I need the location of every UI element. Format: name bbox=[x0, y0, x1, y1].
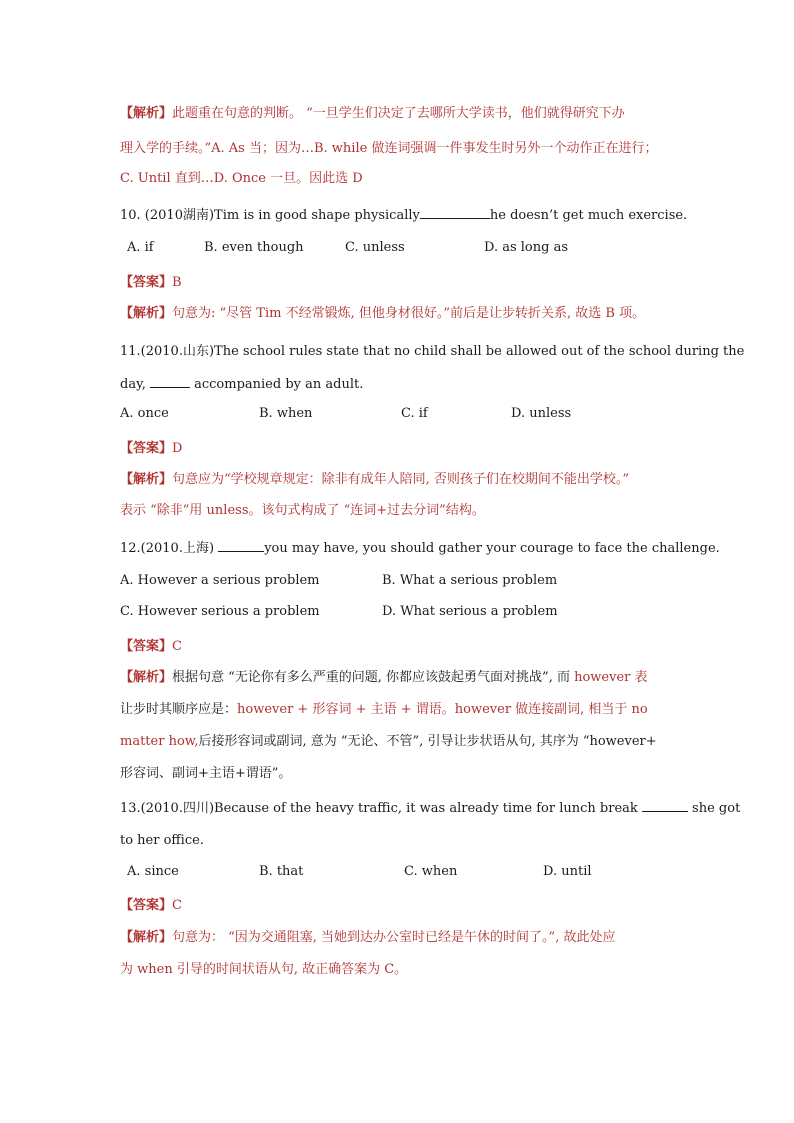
q12-option-d: D. What serious a problem bbox=[382, 604, 558, 619]
q11-answer: 【答案】D bbox=[120, 441, 183, 456]
answer-blank bbox=[218, 539, 264, 552]
q12-explain-line-2: 让步时其顺序应是：however + 形容词 + 主语 + 谓语。however 做连接副词, 相当于 no bbox=[120, 702, 648, 717]
q11-option-c: C. if bbox=[401, 406, 428, 421]
q9-explain-line-3: C. Until 直到…D. Once 一旦。因此选 D bbox=[120, 171, 363, 186]
q11-stem-line-1: 11.(2010.山东)The school rules state that no child shall be allowed out of the school during the bbox=[120, 344, 745, 359]
q12-option-a: A. However a serious problem bbox=[120, 573, 320, 588]
answer-blank bbox=[420, 206, 490, 219]
q12-explain-line-4: 形容词、副词+主语+谓语”。 bbox=[120, 766, 292, 781]
q13-option-a: A. since bbox=[127, 864, 179, 879]
q12-answer: 【答案】C bbox=[120, 639, 182, 654]
q10-option-c: C. unless bbox=[345, 240, 405, 255]
q12-stem: 12.(2010.上海) you may have, you should gather your courage to face the challenge. bbox=[120, 541, 720, 556]
q12-explain-line-1: 【解析】根据句意 “无论你有多么严重的问题, 你都应该鼓起勇气面对挑战”, 而 however 表 bbox=[120, 670, 648, 685]
q12-explain-line-3: matter how,后接形容词或副词, 意为 “无论、不管”, 引导让步状语从句, 其序为 “however+ bbox=[120, 734, 657, 749]
q13-option-d: D. until bbox=[543, 864, 592, 879]
q13-stem-line-1: 13.(2010.四川)Because of the heavy traffic, it was already time for lunch break she got bbox=[120, 801, 741, 816]
q11-option-a: A. once bbox=[120, 406, 169, 421]
q10-answer: 【答案】B bbox=[120, 275, 182, 290]
q10-option-d: D. as long as bbox=[484, 240, 569, 255]
explain-tag: 【解析】 bbox=[120, 106, 173, 121]
q10-option-b: B. even though bbox=[204, 240, 304, 255]
answer-blank bbox=[150, 375, 190, 388]
q10-stem: 10. (2010湖南)Tim is in good shape physically he doesn’t get much exercise. bbox=[120, 208, 688, 223]
q10-option-a: A. if bbox=[127, 240, 154, 255]
q13-option-c: C. when bbox=[404, 864, 458, 879]
q11-explain-line-1: 【解析】句意应为“学校规章规定：除非有成年人陪同, 否则孩子们在校期间不能出学校。” bbox=[120, 472, 630, 487]
answer-blank bbox=[642, 799, 688, 812]
q12-option-c: C. However serious a problem bbox=[120, 604, 320, 619]
q13-option-b: B. that bbox=[259, 864, 304, 879]
q13-answer: 【答案】C bbox=[120, 898, 182, 913]
q11-option-b: B. when bbox=[259, 406, 313, 421]
q12-option-b: B. What a serious problem bbox=[382, 573, 558, 588]
q13-stem-line-2: to her office. bbox=[120, 833, 204, 848]
q13-explain-line-2: 为 when 引导的时间状语从句, 故正确答案为 C。 bbox=[120, 962, 408, 977]
q11-explain-line-2: 表示 “除非”用 unless。该句式构成了 “连词+过去分词”结构。 bbox=[120, 503, 485, 518]
q11-option-d: D. unless bbox=[511, 406, 572, 421]
q9-explain-line-1: 【解析】此题重在句意的判断。 “一旦学生们决定了去哪所大学读书，他们就得研究下办 bbox=[120, 106, 625, 121]
q9-explain-line-2: 理入学的手续。”A. As 当；因为…B. while 做连词强调一件事发生时另外一个动作正在进行； bbox=[120, 141, 658, 156]
q11-stem-line-2: day, accompanied by an adult. bbox=[120, 377, 364, 392]
q13-explain-line-1: 【解析】句意为： “因为交通阻塞, 当她到达办公室时已经是午休的时间了。”, 故此处应 bbox=[120, 930, 616, 945]
q10-explain: 【解析】句意为: “尽管 Tim 不经常锻炼, 但他身材很好。”前后是让步转折关系, 故选 B 项。 bbox=[120, 306, 646, 321]
